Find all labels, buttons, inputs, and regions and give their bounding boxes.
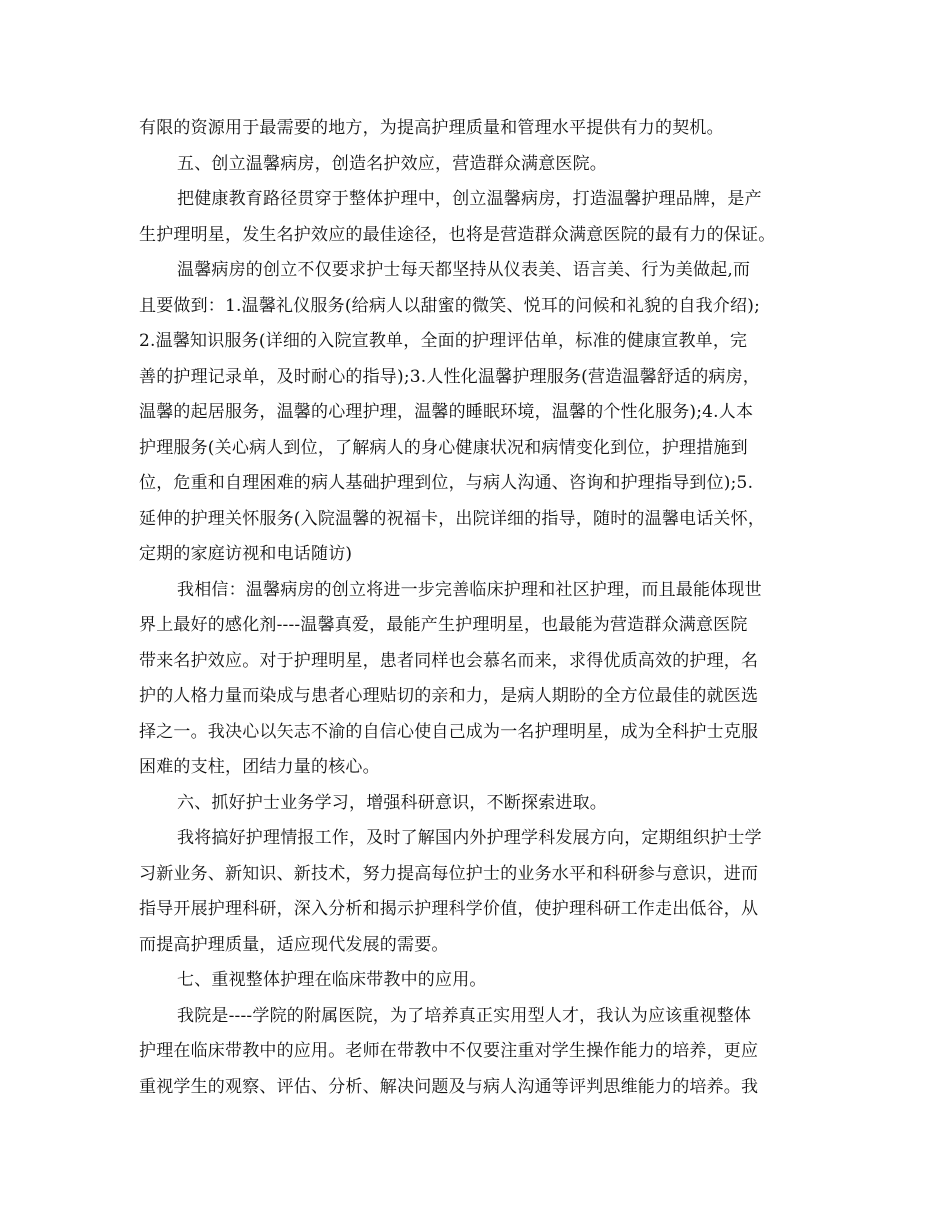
text-line: 困难的支柱，团结力量的核心。: [139, 757, 380, 777]
text-line: 善的护理记录单，及时耐心的指导);3.人性化温馨护理服务(营造温馨舒适的病房，: [139, 366, 761, 387]
section-heading-five: 五、创立温馨病房，创造名护效应，营造群众满意医院。: [177, 153, 607, 174]
text-line: 把健康教育路径贯穿于整体护理中，创立温馨病房，打造温馨护理品牌，是产: [177, 189, 762, 209]
document-body: [139, 111, 819, 1105]
text-line: 我相信：温馨病房的创立将进一步完善临床护理和社区护理，而且最能体现世: [177, 579, 762, 600]
text-line: 延伸的护理关怀服务(入院温馨的祝福卡，出院详细的指导，随时的温馨电话关怀，: [139, 508, 766, 529]
text-line: 我院是----学院的附属医院，为了培养真正实用型人才，我认为应该重视整体: [177, 1005, 752, 1026]
section-heading-six: 六、抓好护士业务学习，增强科研意识，不断探索进取。: [177, 792, 607, 813]
text-line: 生护理明星，发生名护效应的最佳途径，也将是营造群众满意医院的最有力的保证。: [139, 224, 776, 245]
text-line: 习新业务、新知识、新技术，努力提高每位护士的业务水平和科研参与意识，进而: [139, 863, 759, 884]
text-line: 指导开展护理科研，深入分析和揭示护理科学价值，使护理科研工作走出低谷，从: [139, 899, 759, 919]
text-line: 定期的家庭访视和电话随访): [139, 544, 353, 564]
text-line: 位，危重和自理困难的病人基础护理到位，与病人沟通、咨询和护理指导到位);5.: [139, 473, 754, 493]
text-line: 护理在临床带教中的应用。老师在带教中不仅要注重对学生操作能力的培养，更应: [139, 1041, 759, 1061]
text-line: 择之一。我决心以矢志不渝的自信心使自己成为一名护理明星，成为全科护士克服: [139, 721, 759, 742]
text-line: 2.温馨知识服务(详细的入院宣教单，全面的护理评估单，标准的健康宣教单，完: [139, 331, 748, 351]
text-line: 我将搞好护理情报工作，及时了解国内外护理学科发展方向，定期组织护士学: [177, 828, 762, 848]
section-heading-seven: 七、重视整体护理在临床带教中的应用。: [177, 970, 487, 990]
text-line: 有限的资源用于最需要的地方，为提高护理质量和管理水平提供有力的契机。: [139, 118, 724, 138]
text-line: 温馨的起居服务，温馨的心理护理，温馨的睡眠环境，温馨的个性化服务);4.人本: [139, 402, 754, 422]
text-line: 护理服务(关心病人到位，了解病人的身心健康状况和病情变化到位，护理措施到: [139, 437, 748, 458]
text-line: 带来名护效应。对于护理明星，患者同样也会慕名而来，求得优质高效的护理，名: [139, 650, 759, 671]
text-line: 护的人格力量而染成与患者心理贴切的亲和力，是病人期盼的全方位最佳的就医选: [139, 686, 759, 706]
text-line: 温馨病房的创立不仅要求护士每天都坚持从仪表美、语言美、行为美做起,而: [177, 260, 751, 280]
text-line: 界上最好的感化剂----温馨真爱，最能产生护理明星，也最能为营造群众满意医院: [139, 615, 748, 635]
text-line: 而提高护理质量，适应现代发展的需要。: [139, 934, 449, 955]
text-line: 重视学生的观察、评估、分析、解决问题及与病人沟通等评判思维能力的培养。我: [139, 1076, 759, 1097]
text-line: 且要做到：1.温馨礼仪服务(给病人以甜蜜的微笑、悦耳的问候和礼貌的自我介绍);: [139, 295, 761, 316]
